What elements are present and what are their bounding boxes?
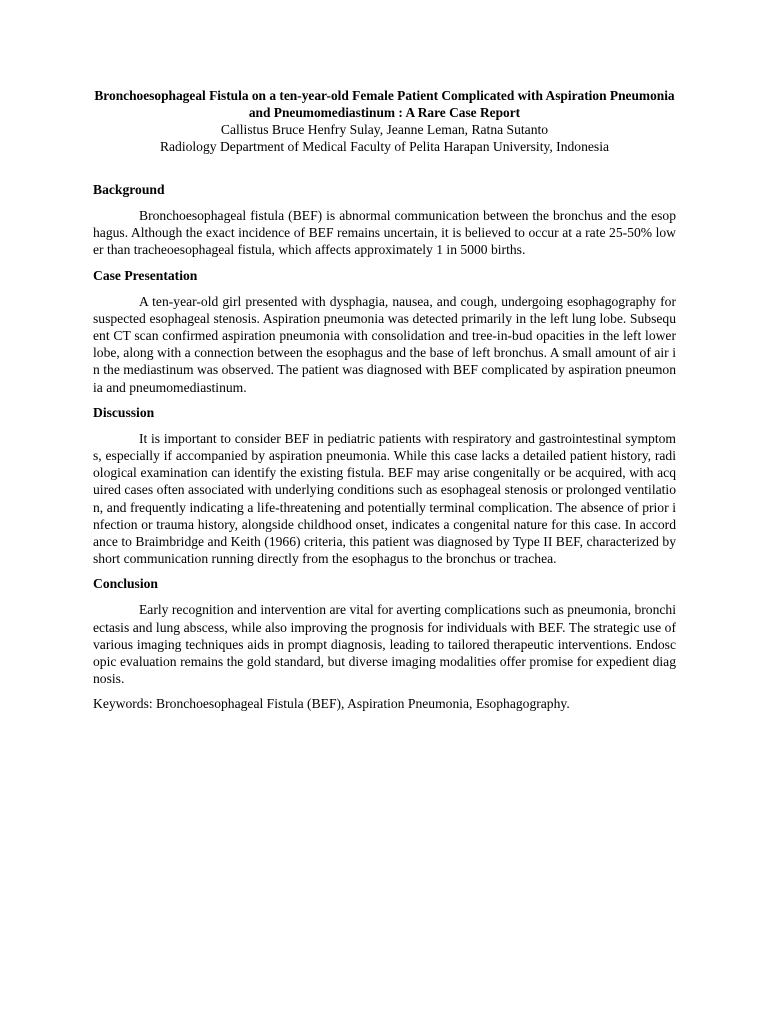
background-heading: Background bbox=[93, 182, 165, 197]
paper-authors: Callistus Bruce Henfry Sulay, Jeanne Leman, Ratna Sutanto bbox=[220, 122, 549, 137]
conclusion-heading: Conclusion bbox=[93, 576, 158, 592]
paper-title: Bronchoesophageal Fistula on a ten-year-old Female Patient Complicated with Aspiration Pneumonia and Pneumomediastinum : A Rare Case Report bbox=[94, 88, 675, 120]
discussion-section bbox=[93, 404, 676, 568]
discussion-heading: Discussion bbox=[93, 404, 155, 420]
background-section bbox=[93, 181, 676, 259]
conclusion-section bbox=[93, 575, 676, 687]
conclusion-text: Early recognition and intervention are vital for averting complications such as pneumonia, bronchiectasis and lung abscess, while also improving the prognosis for individuals with BEF. The strategic use of various imaging techniques aids in prompt diagnosis, leading to tailored therapeutic interventions. Endoscopic evaluation remains the gold standard, but diverse imaging modalities offer promise for expedient diagnosis. bbox=[93, 602, 676, 687]
paper-page bbox=[93, 87, 676, 712]
discussion-text: It is important to consider BEF in pediatric patients with respiratory and gastrointestinal symptoms, especially if accompanied by aspiration pneumonia. While this case lacks a detailed patient history, radiological examination can identify the existing fistula. BEF may arise congenitally or be acquired, with acquired cases often associated with underlying conditions such as esophageal stenosis or prolonged ventilation, and frequently indicating a life-threatening and potentially terminal complication. The absence of prior infection or trauma history, alongside childhood onset, indicates a congenital nature for this case. In accordance to Braimbridge and Keith (1966) criteria, this patient was diagnosed by Type II BEF, characterized by short communication running directly from the esophagus to the bronchus or trachea. bbox=[93, 430, 676, 567]
case-presentation-section bbox=[93, 267, 676, 396]
paper-affiliation: Radiology Department of Medical Faculty of Pelita Harapan University, Indonesia bbox=[159, 139, 610, 154]
case-presentation-text: A ten-year-old girl presented with dysphagia, nausea, and cough, undergoing esophagography for suspected esophageal stenosis. Aspiration pneumonia was detected primarily in the left lung lobe. Subsequent CT scan confirmed aspiration pneumonia with consolidation and tree-in-bud opacities in the left lower lobe, along with a connection between the esophagus and the base of left bronchus. A small amount of air in the mediastinum was observed. The patient was diagnosed with BEF complicated by aspiration pneumonia and pneumomediastinum. bbox=[93, 293, 676, 395]
case-presentation-heading: Case Presentation bbox=[93, 267, 198, 283]
background-text: Bronchoesophageal fistula (BEF) is abnormal communication between the bronchus and the esophagus. Although the exact incidence of BEF remains uncertain, it is believed to occur at a rate 25-50% lower than tracheoesophageal fistula, which affects approximately 1 in 5000 births. bbox=[93, 208, 676, 258]
keywords-line: Keywords: Bronchoesophageal Fistula (BEF), Aspiration Pneumonia, Esophagography. bbox=[93, 696, 570, 712]
